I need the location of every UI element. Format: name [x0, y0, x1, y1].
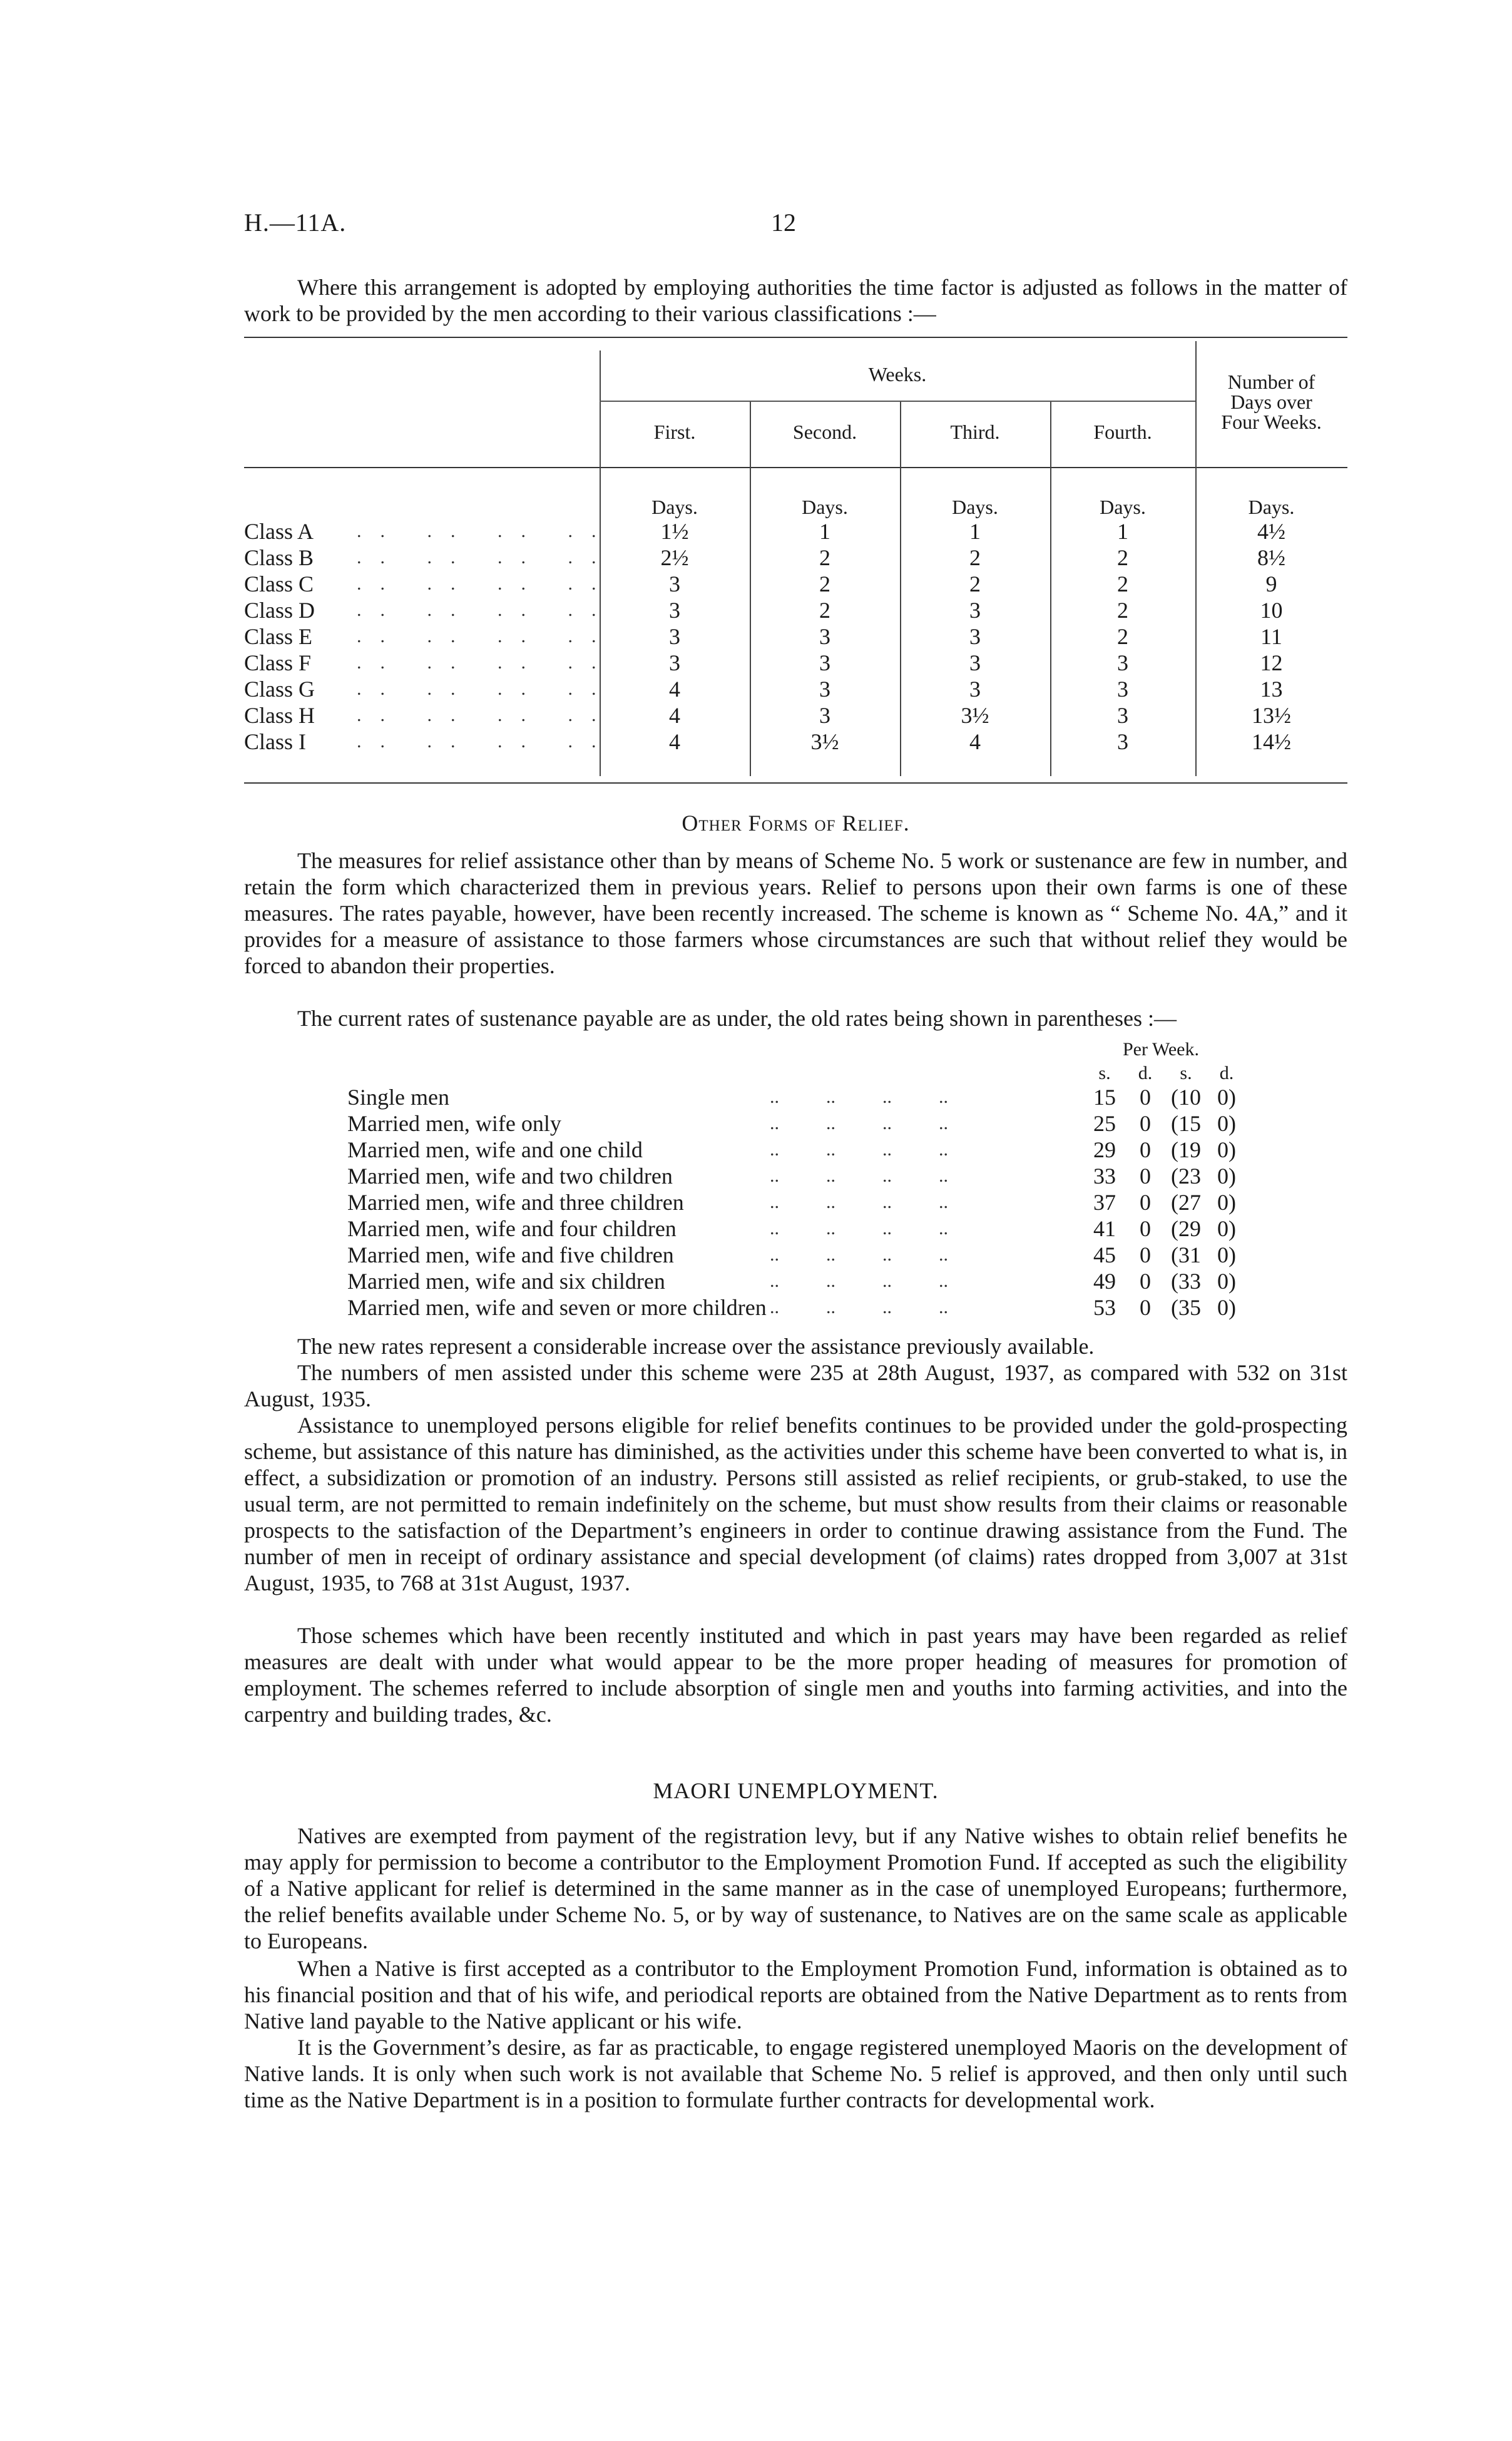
- rate-value-s: 41: [1093, 1216, 1116, 1241]
- class-row-label: Class A: [244, 519, 314, 544]
- rate-value-old-s: (23: [1171, 1164, 1201, 1189]
- rate-value-s: 45: [1093, 1242, 1116, 1267]
- rate-value-d: 0: [1140, 1295, 1151, 1320]
- class-row-value: 3: [969, 677, 981, 702]
- rate-value-d: 0: [1140, 1269, 1151, 1294]
- unit-label: Days.: [802, 496, 848, 518]
- leader-dots: .. .. .. ..: [770, 1139, 948, 1160]
- class-row-value: 4: [969, 729, 981, 754]
- class-row-label: Class G: [244, 677, 315, 702]
- class-row-value: 3: [969, 650, 981, 675]
- rate-row-label: Married men, wife and five children: [347, 1242, 674, 1267]
- class-row-value: 2½: [660, 545, 689, 570]
- col-head-d: d.: [1138, 1063, 1153, 1083]
- rate-value-s: 37: [1093, 1190, 1116, 1215]
- class-row-value: 3: [669, 598, 680, 623]
- class-row-value: 3: [1117, 703, 1128, 728]
- table-header-rule: [244, 467, 1347, 468]
- weeks-rule: [600, 401, 1195, 402]
- rate-value-old-s: (35: [1171, 1295, 1201, 1320]
- rate-row-label: Married men, wife and one child: [347, 1137, 643, 1162]
- class-row-value: 3: [669, 571, 680, 596]
- col-extra-line: Four Weeks.: [1221, 411, 1322, 433]
- rate-value-s: 33: [1093, 1164, 1116, 1189]
- leader-dots: .. .. .. ..: [357, 652, 615, 673]
- rate-value-old-s: (15: [1171, 1111, 1201, 1136]
- rate-value-d: 0: [1140, 1216, 1151, 1241]
- rate-value-old-d: 0): [1217, 1242, 1236, 1267]
- leader-dots: .. .. .. ..: [357, 600, 615, 620]
- class-row-value: 3: [819, 703, 830, 728]
- class-row-value: 3: [669, 650, 680, 675]
- table-top-rule: [244, 337, 1347, 338]
- class-row-value: 3: [819, 624, 830, 649]
- class-row-value: 2: [1117, 571, 1128, 596]
- rate-row-label: Married men, wife and six children: [347, 1269, 665, 1294]
- col-extra-days: [1195, 372, 1347, 432]
- rate-value-old-s: (33: [1171, 1269, 1201, 1294]
- class-row-label: Class H: [244, 703, 315, 728]
- class-row-value: 13: [1260, 677, 1283, 702]
- intro-paragraph: Where this arrangement is adopted by employing authorities the time factor is adjusted as follows in the matter of work to be provided by the men according to their various classifications :—: [244, 275, 1347, 326]
- maori-heading: MAORI UNEMPLOYMENT.: [653, 1778, 939, 1803]
- class-row-value: 3: [969, 598, 981, 623]
- rates-intro-paragraph: The current rates of sustenance payable are as under, the old rates being shown in parentheses :—: [297, 1006, 1177, 1031]
- rate-value-old-s: (29: [1171, 1216, 1201, 1241]
- class-row-label: Class C: [244, 571, 314, 596]
- class-row-value: 3: [1117, 650, 1128, 675]
- rate-row-label: Married men, wife and two children: [347, 1164, 673, 1189]
- table-bottom-rule: [244, 782, 1347, 784]
- col-head-s: s.: [1098, 1063, 1111, 1083]
- class-row-label: Class F: [244, 650, 312, 675]
- rate-value-s: 25: [1093, 1111, 1116, 1136]
- class-row-value: 4½: [1257, 519, 1285, 544]
- class-row-value: 4: [669, 729, 680, 754]
- leader-dots: .. .. .. ..: [770, 1244, 948, 1265]
- class-row-label: Class I: [244, 729, 306, 754]
- class-row-label: Class D: [244, 598, 315, 623]
- rate-value-s: 15: [1093, 1085, 1116, 1110]
- col-extra-line: Days over: [1230, 391, 1312, 413]
- leader-dots: .. .. .. ..: [357, 626, 615, 647]
- class-row-value: 3½: [810, 729, 839, 754]
- gold-prospecting-paragraph: Assistance to unemployed persons eligible for relief benefits continues to be provided under the gold-prospecting scheme, but assistance of this nature has diminished, as the activities under this scheme have been converted to what is, in effect, a subsidization or promotion of an industry. Persons still assisted as relief recipients, or grub-staked, to use the usual term, are not permitted to remain indefinitely on the scheme, but must show results from their claims or reasonable prospects to the satisfaction of the Department’s engineers in order to continue drawing assistance from the Fund. The number of men in receipt of ordinary assistance and special development (of claims) rates dropped from 3,007 at 31st August, 1935, to 768 at 31st August, 1937.: [244, 1413, 1347, 1595]
- class-row-value: 11: [1260, 624, 1282, 649]
- class-row-value: 3½: [961, 703, 989, 728]
- rate-value-d: 0: [1140, 1242, 1151, 1267]
- leader-dots: .. .. .. ..: [357, 573, 615, 594]
- rate-value-s: 53: [1093, 1295, 1116, 1320]
- class-row-value: 3: [819, 650, 830, 675]
- rate-value-old-s: (27: [1171, 1190, 1201, 1215]
- class-row-value: 2: [969, 545, 981, 570]
- rate-value-old-s: (10: [1171, 1085, 1201, 1110]
- recent-schemes-paragraph: Those schemes which have been recently instituted and which in past years may have been regarded as relief measures are dealt with under what would appear to be the more proper heading of measures for promotion of employment. The schemes referred to include absorption of single men and youths into farming activities, and into the carpentry and building trades, &c.: [244, 1623, 1347, 1727]
- class-row-label: Class B: [244, 545, 314, 570]
- class-row-label: Class E: [244, 624, 313, 649]
- rate-value-d: 0: [1140, 1164, 1151, 1189]
- maori-paragraph-1: Natives are exempted from payment of the registration levy, but if any Native wishes to obtain relief benefits he may apply for permission to become a contributor to the Employment Promotion Fund. If accepted as such the eligibility of a Native applicant for relief is determined in the same manner as in the case of unemployed Europeans; furthermore, the relief benefits available under Scheme No. 5, or by way of sustenance, to Natives are on the same scale as applicable to Europeans.: [244, 1823, 1347, 1953]
- class-row-value: 4: [669, 677, 680, 702]
- leader-dots: .. .. .. ..: [357, 705, 615, 725]
- class-row-value: 9: [1265, 571, 1277, 596]
- class-row-value: 13½: [1252, 703, 1291, 728]
- rate-row-label: Single men: [347, 1085, 449, 1110]
- rate-value-old-d: 0): [1217, 1269, 1236, 1294]
- class-row-value: 12: [1260, 650, 1283, 675]
- class-row-value: 1: [969, 519, 981, 544]
- col-extra-line: Number of: [1227, 371, 1315, 393]
- rate-row-label: Married men, wife and seven or more children: [347, 1295, 767, 1320]
- class-row-value: 3: [819, 677, 830, 702]
- leader-dots: .. .. .. ..: [357, 731, 615, 752]
- col-fourth: Fourth.: [1093, 421, 1152, 443]
- rate-value-old-s: (19: [1171, 1137, 1201, 1162]
- unit-label: Days.: [1100, 496, 1146, 518]
- class-row-value: 2: [819, 545, 830, 570]
- class-row-value: 1: [819, 519, 830, 544]
- rate-value-old-d: 0): [1217, 1164, 1236, 1189]
- class-row-value: 8½: [1257, 545, 1285, 570]
- leader-dots: .. .. .. ..: [357, 547, 615, 568]
- leader-dots: .. .. .. ..: [770, 1218, 948, 1239]
- leader-dots: .. .. .. ..: [770, 1271, 948, 1291]
- unit-label: Days.: [1248, 496, 1295, 518]
- class-row-value: 2: [819, 598, 830, 623]
- col-second: Second.: [792, 421, 857, 443]
- class-row-value: 1½: [660, 519, 689, 544]
- class-row-value: 2: [819, 571, 830, 596]
- class-row-value: 3: [1117, 677, 1128, 702]
- rate-value-old-d: 0): [1217, 1216, 1236, 1241]
- class-row-value: 2: [1117, 545, 1128, 570]
- rate-value-d: 0: [1140, 1190, 1151, 1215]
- col-head-old-s: s.: [1180, 1063, 1192, 1083]
- leader-dots: .. .. .. ..: [357, 678, 615, 699]
- class-row-value: 3: [1117, 729, 1128, 754]
- leader-dots: .. .. .. ..: [770, 1113, 948, 1134]
- leader-dots: .. .. .. ..: [770, 1165, 948, 1186]
- per-week-heading: Per Week.: [1123, 1039, 1199, 1060]
- unit-label: Days.: [952, 496, 998, 518]
- rate-value-d: 0: [1140, 1085, 1151, 1110]
- class-row-value: 1: [1117, 519, 1128, 544]
- men-assisted-paragraph: The numbers of men assisted under this scheme were 235 at 28th August, 1937, as compared with 532 on 31st August, 1935.: [244, 1360, 1347, 1411]
- leader-dots: .. .. .. ..: [770, 1192, 948, 1212]
- class-row-value: 2: [1117, 598, 1128, 623]
- class-row-value: 3: [969, 624, 981, 649]
- rate-value-old-s: (31: [1171, 1242, 1201, 1267]
- leader-dots: .. .. .. ..: [357, 521, 615, 541]
- class-row-value: 14½: [1252, 729, 1291, 754]
- leader-dots: .. .. .. ..: [770, 1087, 948, 1107]
- class-row-value: 10: [1260, 598, 1283, 623]
- other-forms-paragraph: The measures for relief assistance other than by means of Scheme No. 5 work or sustenance are few in number, and retain the form which characterized them in previous years. Relief to persons upon their own farms is one of these measures. The rates payable, however, have been recently increased. The scheme is known as “ Scheme No. 4A,” and it provides for a measure of assistance to those farmers whose circumstances are such that without relief they would be forced to abandon their properties.: [244, 848, 1347, 978]
- rate-row-label: Married men, wife and four children: [347, 1216, 677, 1241]
- rate-value-old-d: 0): [1217, 1295, 1236, 1320]
- class-row-value: 4: [669, 703, 680, 728]
- unit-label: Days.: [651, 496, 698, 518]
- rate-value-old-d: 0): [1217, 1085, 1236, 1110]
- maori-paragraph-2: When a Native is first accepted as a contributor to the Employment Promotion Fund, information is obtained as to his financial position and that of his wife, and periodical reports are obtained from the Native Department as to rents from Native land payable to the Native applicant or his wife.: [244, 1956, 1347, 2034]
- weeks-heading: Weeks.: [868, 363, 927, 386]
- rate-row-label: Married men, wife only: [347, 1111, 561, 1136]
- rate-value-s: 29: [1093, 1137, 1116, 1162]
- rate-value-d: 0: [1140, 1111, 1151, 1136]
- col-first: First.: [653, 421, 696, 443]
- rate-value-old-d: 0): [1217, 1137, 1236, 1162]
- page-number: 12: [771, 208, 796, 237]
- class-row-value: 3: [669, 624, 680, 649]
- maori-paragraph-3: It is the Government’s desire, as far as practicable, to engage registered unemployed Maoris on the development of Native lands. It is only when such work is not available that Scheme No. 5 relief is approved, and then only until such time as the Native Department is in a position to formulate further contracts for developmental work.: [244, 2035, 1347, 2112]
- rate-value-old-d: 0): [1217, 1190, 1236, 1215]
- rate-row-label: Married men, wife and three children: [347, 1190, 684, 1215]
- rate-value-s: 49: [1093, 1269, 1116, 1294]
- document-reference: H.—11A.: [244, 208, 347, 237]
- class-row-value: 2: [969, 571, 981, 596]
- col-head-old-d: d.: [1219, 1063, 1234, 1083]
- rate-value-d: 0: [1140, 1137, 1151, 1162]
- leader-dots: .. .. .. ..: [770, 1297, 948, 1318]
- col-third: Third.: [950, 421, 1000, 443]
- rate-value-old-d: 0): [1217, 1111, 1236, 1136]
- other-forms-heading: Other Forms of Relief.: [682, 811, 910, 836]
- new-rates-paragraph: The new rates represent a considerable increase over the assistance previously available.: [297, 1334, 1095, 1359]
- class-row-value: 2: [1117, 624, 1128, 649]
